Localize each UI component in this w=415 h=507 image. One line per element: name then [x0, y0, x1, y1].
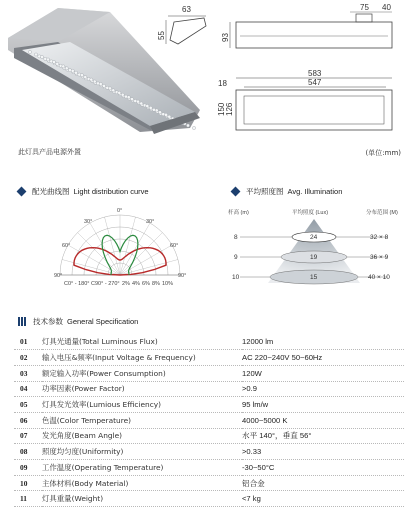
illum-row-2-range: 40 × 10: [368, 274, 390, 281]
illumination-heading-en: Avg. Illumination: [287, 187, 343, 196]
spec-heading-en: General Specification: [67, 317, 139, 326]
illum-row-1-height: 9: [234, 254, 238, 261]
led-dot: [90, 78, 93, 81]
product-caption: 此灯具产品电源外置: [18, 148, 81, 156]
dim-top-left-b: 55: [157, 31, 166, 40]
spec-row: [14, 334, 404, 350]
unit-note: (单位:mm): [365, 149, 401, 157]
spec-row-label: 灯具发光效率(Lumious Efficiency): [42, 397, 242, 413]
led-dot: [40, 55, 43, 58]
spec-row: [14, 444, 404, 460]
led-dot: [99, 82, 102, 85]
spec-heading: [18, 316, 138, 327]
spec-row-number: 11: [14, 491, 42, 507]
led-dot: [93, 80, 96, 83]
spec-row-number: 08: [14, 444, 42, 460]
led-dot: [140, 102, 143, 105]
diamond-icon: [231, 187, 241, 197]
led-dot: [34, 53, 37, 56]
spec-row-number: 09: [14, 460, 42, 476]
led-dot: [102, 84, 105, 87]
spec-row-value: <7 kg: [242, 491, 404, 507]
scale-label-8: 8%: [152, 281, 160, 287]
spec-row-number: 03: [14, 365, 42, 381]
spec-row-value: 95 lm/w: [242, 397, 404, 413]
spec-row-label: 灯具重量(Weight): [42, 491, 242, 507]
spec-row: [14, 365, 404, 381]
spec-table: [14, 334, 404, 507]
angle-label-0: 0°: [117, 208, 123, 214]
profile-view: [157, 5, 206, 44]
spec-row: [14, 397, 404, 413]
scale-label-10: 10%: [162, 281, 174, 287]
polar-spoke: [120, 245, 172, 275]
col-height-label: 杆高 (m): [228, 210, 249, 216]
spec-row-label: 照度均匀度(Uniformity): [42, 444, 242, 460]
angle-label-30-left: 30°: [84, 219, 93, 225]
spec-row-value: 120W: [242, 365, 404, 381]
front-view: [221, 3, 392, 48]
spec-row-number: 01: [14, 334, 42, 350]
illumination-heading-cn: 平均照度图: [246, 187, 284, 196]
spec-row-value: 4000~5000 K: [242, 412, 404, 428]
distribution-heading-en: Light distribution curve: [73, 187, 149, 196]
spec-row-label: 工作温度(Operating Temperature): [42, 460, 242, 476]
scale-label-2: 2%: [122, 281, 130, 287]
illumination-diagram: [228, 205, 408, 287]
dim-side-b: 150: [217, 102, 226, 116]
polar-spoke: [90, 223, 120, 275]
dim-top-right-a: 75: [360, 3, 369, 12]
dim-side-a: 18: [218, 79, 227, 88]
distribution-heading-cn: 配光曲线图: [32, 187, 70, 196]
led-dot: [130, 98, 133, 101]
polar-spoke: [68, 245, 120, 275]
spec-row-label: 色温(Color Temperature): [42, 412, 242, 428]
spec-row-label: 输入电压&频率(Input Voltage & Frequency): [42, 350, 242, 366]
angle-label-30-right: 30°: [146, 219, 155, 225]
led-dot: [62, 65, 65, 68]
bars-icon: [18, 317, 26, 326]
spec-row-number: 10: [14, 475, 42, 491]
angle-label-60-right: 60°: [170, 243, 179, 249]
spec-row-label: 灯具光通量(Total Luminous Flux): [42, 334, 242, 350]
led-dot: [65, 67, 68, 70]
polar-distribution-chart: [50, 205, 190, 287]
illum-row-0-lux: 24: [310, 234, 318, 241]
angle-label-90-left: 90°: [54, 273, 63, 279]
led-dot: [74, 71, 77, 74]
illum-row-0-range: 32 × 8: [370, 234, 389, 241]
dim-length-outer: 583: [308, 69, 322, 78]
led-dot: [46, 58, 49, 61]
spec-row-label: 发光角度(Beam Angle): [42, 428, 242, 444]
spec-row-number: 04: [14, 381, 42, 397]
dim-top-left-a: 63: [182, 5, 191, 14]
spec-row-value: 12000 lm: [242, 334, 404, 350]
dimension-drawings: [157, 0, 415, 145]
spec-row: [14, 475, 404, 491]
angle-label-90-right: 90°: [178, 273, 187, 279]
spec-row-label: 功率因素(Power Factor): [42, 381, 242, 397]
spec-row: [14, 412, 404, 428]
led-dot: [71, 69, 74, 72]
illum-row-1-range: 36 × 9: [370, 254, 389, 261]
product-area: [0, 0, 415, 170]
dim-length-inner: 547: [308, 78, 322, 87]
led-dot: [112, 89, 115, 92]
spec-row: [14, 491, 404, 507]
spec-row-label: 主体材料(Body Material): [42, 475, 242, 491]
spec-row-label: 额定输入功率(Power Consumption): [42, 365, 242, 381]
spec-row-number: 05: [14, 397, 42, 413]
spec-row-value: 水平 140°，垂直 56°: [242, 428, 404, 444]
polar-spoke: [120, 223, 150, 275]
illum-row-0-height: 8: [234, 234, 238, 241]
led-dot: [56, 62, 59, 65]
curve-legend: C0° - 180° C90° - 270°: [64, 281, 120, 287]
spec-row-number: 06: [14, 412, 42, 428]
dim-top-right-b: 40: [382, 3, 391, 12]
dim-side-c: 126: [225, 102, 234, 116]
led-dot: [127, 96, 130, 99]
spec-row-number: 02: [14, 350, 42, 366]
distribution-heading: [18, 186, 149, 197]
spec-row: [14, 350, 404, 366]
spec-row-value: AC 220~240V 50~60Hz: [242, 350, 404, 366]
led-dot: [84, 76, 87, 79]
spec-row-value: >0.9: [242, 381, 404, 397]
led-dot: [52, 60, 55, 63]
led-dot: [121, 93, 124, 96]
plan-view: [217, 69, 392, 130]
illumination-heading: [232, 186, 342, 197]
spec-row-number: 07: [14, 428, 42, 444]
led-dot: [28, 50, 31, 53]
spec-heading-cn: 技术参数: [33, 317, 63, 326]
led-dot: [146, 104, 149, 107]
led-dot: [149, 106, 152, 109]
spec-row-value: -30~50°C: [242, 460, 404, 476]
illum-row-2-lux: 15: [310, 274, 318, 281]
led-dot: [155, 109, 158, 112]
led-dot: [118, 91, 121, 94]
col-lux-label: 平均照度 (Lux): [292, 210, 329, 216]
dim-top-left-c: 93: [221, 33, 230, 42]
illum-row-2-height: 10: [232, 274, 240, 281]
led-dot: [108, 87, 111, 90]
led-dot: [136, 100, 139, 103]
spec-row-value: >0.33: [242, 444, 404, 460]
col-range-label: 分布范围 (M): [366, 210, 398, 216]
led-dot: [80, 74, 83, 77]
scale-label-4: 4%: [132, 281, 140, 287]
scale-label-6: 6%: [142, 281, 150, 287]
diamond-icon: [17, 187, 27, 197]
spec-row-value: 铝合金: [242, 475, 404, 491]
spec-row: [14, 460, 404, 476]
angle-label-60-left: 60°: [62, 243, 71, 249]
spec-row: [14, 428, 404, 444]
illum-row-1-lux: 19: [310, 254, 318, 261]
spec-row: [14, 381, 404, 397]
